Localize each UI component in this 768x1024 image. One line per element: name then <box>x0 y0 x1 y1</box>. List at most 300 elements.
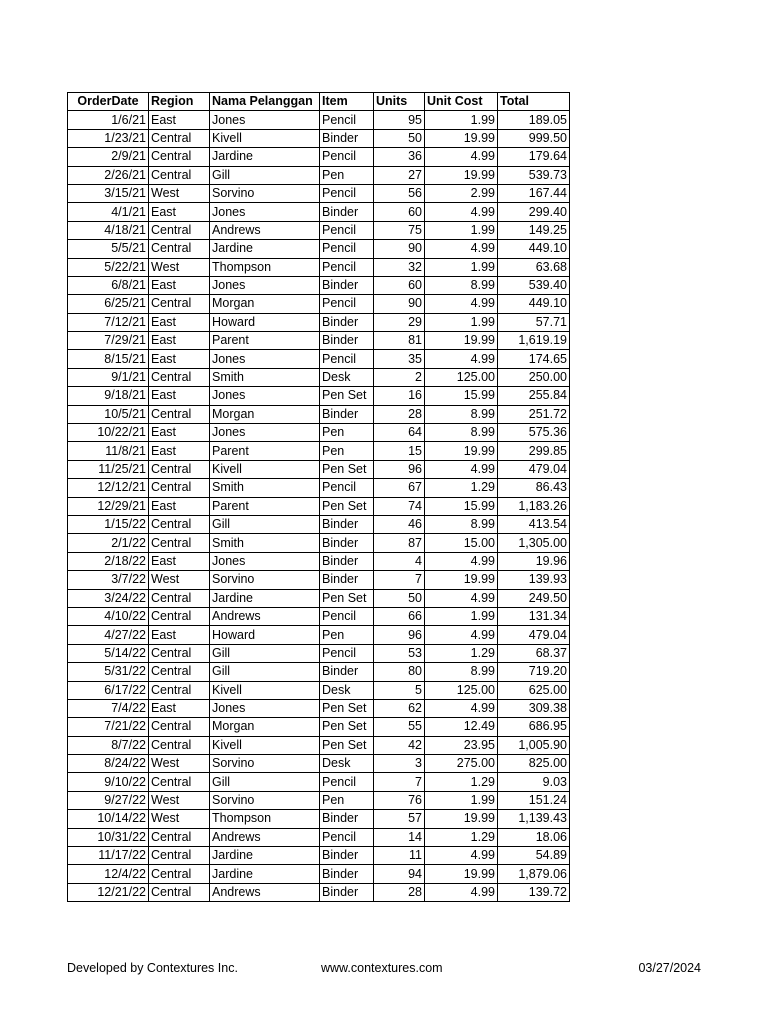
cell-nama-pelanggan[interactable]: Parent <box>210 442 320 460</box>
cell-unit-cost[interactable]: 15.00 <box>425 534 498 552</box>
cell-total[interactable]: 1,879.06 <box>498 865 570 883</box>
cell-unit-cost[interactable]: 23.95 <box>425 736 498 754</box>
cell-region[interactable]: Central <box>149 718 210 736</box>
cell-units[interactable]: 90 <box>374 240 425 258</box>
cell-item[interactable]: Pencil <box>320 258 374 276</box>
cell-orderdate[interactable]: 5/31/22 <box>68 663 149 681</box>
cell-nama-pelanggan[interactable]: Gill <box>210 644 320 662</box>
cell-total[interactable]: 131.34 <box>498 607 570 625</box>
cell-unit-cost[interactable]: 4.99 <box>425 148 498 166</box>
cell-item[interactable]: Binder <box>320 515 374 533</box>
cell-item[interactable]: Binder <box>320 276 374 294</box>
cell-orderdate[interactable]: 1/15/22 <box>68 515 149 533</box>
cell-nama-pelanggan[interactable]: Jardine <box>210 589 320 607</box>
cell-region[interactable]: East <box>149 313 210 331</box>
cell-units[interactable]: 14 <box>374 828 425 846</box>
cell-orderdate[interactable]: 2/18/22 <box>68 552 149 570</box>
cell-units[interactable]: 56 <box>374 184 425 202</box>
cell-item[interactable]: Pencil <box>320 479 374 497</box>
cell-units[interactable]: 60 <box>374 276 425 294</box>
cell-units[interactable]: 7 <box>374 571 425 589</box>
cell-total[interactable]: 719.20 <box>498 663 570 681</box>
cell-unit-cost[interactable]: 4.99 <box>425 203 498 221</box>
cell-total[interactable]: 167.44 <box>498 184 570 202</box>
cell-total[interactable]: 299.40 <box>498 203 570 221</box>
cell-region[interactable]: Central <box>149 295 210 313</box>
cell-unit-cost[interactable]: 1.29 <box>425 773 498 791</box>
cell-total[interactable]: 413.54 <box>498 515 570 533</box>
cell-units[interactable]: 80 <box>374 663 425 681</box>
header-nama-pelanggan[interactable]: Nama Pelanggan <box>210 93 320 111</box>
cell-region[interactable]: Central <box>149 129 210 147</box>
cell-nama-pelanggan[interactable]: Kivell <box>210 736 320 754</box>
cell-units[interactable]: 4 <box>374 552 425 570</box>
cell-orderdate[interactable]: 8/7/22 <box>68 736 149 754</box>
cell-total[interactable]: 686.95 <box>498 718 570 736</box>
cell-total[interactable]: 179.64 <box>498 148 570 166</box>
cell-total[interactable]: 1,619.19 <box>498 332 570 350</box>
cell-total[interactable]: 299.85 <box>498 442 570 460</box>
cell-units[interactable]: 28 <box>374 883 425 901</box>
cell-unit-cost[interactable]: 15.99 <box>425 497 498 515</box>
cell-unit-cost[interactable]: 1.99 <box>425 313 498 331</box>
cell-total[interactable]: 479.04 <box>498 626 570 644</box>
cell-total[interactable]: 18.06 <box>498 828 570 846</box>
cell-orderdate[interactable]: 7/4/22 <box>68 699 149 717</box>
cell-item[interactable]: Binder <box>320 663 374 681</box>
cell-nama-pelanggan[interactable]: Jones <box>210 203 320 221</box>
cell-total[interactable]: 189.05 <box>498 111 570 129</box>
cell-nama-pelanggan[interactable]: Andrews <box>210 828 320 846</box>
cell-units[interactable]: 90 <box>374 295 425 313</box>
cell-unit-cost[interactable]: 1.99 <box>425 607 498 625</box>
cell-nama-pelanggan[interactable]: Sorvino <box>210 791 320 809</box>
cell-total[interactable]: 63.68 <box>498 258 570 276</box>
cell-nama-pelanggan[interactable]: Jones <box>210 111 320 129</box>
cell-nama-pelanggan[interactable]: Thompson <box>210 258 320 276</box>
cell-units[interactable]: 64 <box>374 424 425 442</box>
cell-item[interactable]: Pencil <box>320 350 374 368</box>
cell-nama-pelanggan[interactable]: Sorvino <box>210 571 320 589</box>
cell-orderdate[interactable]: 12/12/21 <box>68 479 149 497</box>
cell-units[interactable]: 35 <box>374 350 425 368</box>
cell-unit-cost[interactable]: 4.99 <box>425 295 498 313</box>
cell-unit-cost[interactable]: 19.99 <box>425 571 498 589</box>
cell-orderdate[interactable]: 3/24/22 <box>68 589 149 607</box>
cell-total[interactable]: 139.72 <box>498 883 570 901</box>
cell-region[interactable]: Central <box>149 534 210 552</box>
cell-item[interactable]: Pencil <box>320 111 374 129</box>
cell-item[interactable]: Desk <box>320 368 374 386</box>
cell-region[interactable]: Central <box>149 589 210 607</box>
cell-region[interactable]: Central <box>149 240 210 258</box>
cell-item[interactable]: Binder <box>320 203 374 221</box>
cell-region[interactable]: East <box>149 497 210 515</box>
cell-unit-cost[interactable]: 8.99 <box>425 515 498 533</box>
cell-region[interactable]: East <box>149 387 210 405</box>
cell-region[interactable]: West <box>149 810 210 828</box>
cell-nama-pelanggan[interactable]: Andrews <box>210 607 320 625</box>
cell-units[interactable]: 75 <box>374 221 425 239</box>
cell-total[interactable]: 68.37 <box>498 644 570 662</box>
cell-units[interactable]: 66 <box>374 607 425 625</box>
cell-total[interactable]: 249.50 <box>498 589 570 607</box>
cell-unit-cost[interactable]: 275.00 <box>425 755 498 773</box>
cell-orderdate[interactable]: 11/17/22 <box>68 847 149 865</box>
cell-region[interactable]: Central <box>149 368 210 386</box>
cell-nama-pelanggan[interactable]: Smith <box>210 479 320 497</box>
cell-region[interactable]: Central <box>149 883 210 901</box>
cell-unit-cost[interactable]: 8.99 <box>425 424 498 442</box>
cell-orderdate[interactable]: 5/14/22 <box>68 644 149 662</box>
cell-unit-cost[interactable]: 1.29 <box>425 479 498 497</box>
cell-region[interactable]: Central <box>149 847 210 865</box>
cell-item[interactable]: Pencil <box>320 184 374 202</box>
cell-item[interactable]: Pencil <box>320 221 374 239</box>
cell-orderdate[interactable]: 6/17/22 <box>68 681 149 699</box>
cell-total[interactable]: 449.10 <box>498 295 570 313</box>
cell-region[interactable]: Central <box>149 607 210 625</box>
cell-orderdate[interactable]: 11/8/21 <box>68 442 149 460</box>
cell-unit-cost[interactable]: 2.99 <box>425 184 498 202</box>
cell-item[interactable]: Pen Set <box>320 460 374 478</box>
cell-nama-pelanggan[interactable]: Andrews <box>210 221 320 239</box>
cell-item[interactable]: Binder <box>320 405 374 423</box>
cell-units[interactable]: 96 <box>374 626 425 644</box>
cell-nama-pelanggan[interactable]: Jones <box>210 276 320 294</box>
cell-unit-cost[interactable]: 19.99 <box>425 442 498 460</box>
cell-item[interactable]: Pen Set <box>320 589 374 607</box>
cell-unit-cost[interactable]: 1.99 <box>425 221 498 239</box>
cell-region[interactable]: Central <box>149 405 210 423</box>
cell-total[interactable]: 575.36 <box>498 424 570 442</box>
cell-region[interactable]: Central <box>149 681 210 699</box>
cell-item[interactable]: Binder <box>320 847 374 865</box>
cell-nama-pelanggan[interactable]: Smith <box>210 368 320 386</box>
cell-nama-pelanggan[interactable]: Parent <box>210 497 320 515</box>
cell-region[interactable]: Central <box>149 865 210 883</box>
cell-item[interactable]: Binder <box>320 552 374 570</box>
cell-total[interactable]: 309.38 <box>498 699 570 717</box>
cell-total[interactable]: 19.96 <box>498 552 570 570</box>
cell-total[interactable]: 999.50 <box>498 129 570 147</box>
cell-unit-cost[interactable]: 4.99 <box>425 699 498 717</box>
cell-units[interactable]: 32 <box>374 258 425 276</box>
cell-unit-cost[interactable]: 1.29 <box>425 644 498 662</box>
cell-nama-pelanggan[interactable]: Jardine <box>210 148 320 166</box>
cell-orderdate[interactable]: 4/10/22 <box>68 607 149 625</box>
cell-nama-pelanggan[interactable]: Morgan <box>210 718 320 736</box>
cell-item[interactable]: Desk <box>320 681 374 699</box>
cell-nama-pelanggan[interactable]: Parent <box>210 332 320 350</box>
cell-units[interactable]: 57 <box>374 810 425 828</box>
cell-nama-pelanggan[interactable]: Howard <box>210 313 320 331</box>
cell-item[interactable]: Binder <box>320 865 374 883</box>
cell-orderdate[interactable]: 9/1/21 <box>68 368 149 386</box>
cell-units[interactable]: 7 <box>374 773 425 791</box>
cell-region[interactable]: Central <box>149 736 210 754</box>
cell-total[interactable]: 1,305.00 <box>498 534 570 552</box>
cell-region[interactable]: Central <box>149 221 210 239</box>
cell-item[interactable]: Pencil <box>320 240 374 258</box>
cell-units[interactable]: 53 <box>374 644 425 662</box>
cell-total[interactable]: 57.71 <box>498 313 570 331</box>
cell-total[interactable]: 479.04 <box>498 460 570 478</box>
cell-item[interactable]: Binder <box>320 810 374 828</box>
cell-total[interactable]: 539.40 <box>498 276 570 294</box>
header-units[interactable]: Units <box>374 93 425 111</box>
cell-orderdate[interactable]: 8/15/21 <box>68 350 149 368</box>
cell-unit-cost[interactable]: 4.99 <box>425 589 498 607</box>
cell-item[interactable]: Pen Set <box>320 699 374 717</box>
cell-total[interactable]: 251.72 <box>498 405 570 423</box>
cell-region[interactable]: Central <box>149 479 210 497</box>
cell-total[interactable]: 1,005.90 <box>498 736 570 754</box>
cell-units[interactable]: 46 <box>374 515 425 533</box>
cell-units[interactable]: 15 <box>374 442 425 460</box>
cell-units[interactable]: 76 <box>374 791 425 809</box>
cell-region[interactable]: East <box>149 442 210 460</box>
cell-region[interactable]: East <box>149 552 210 570</box>
cell-orderdate[interactable]: 6/8/21 <box>68 276 149 294</box>
cell-item[interactable]: Pen <box>320 166 374 184</box>
cell-unit-cost[interactable]: 8.99 <box>425 663 498 681</box>
cell-orderdate[interactable]: 7/12/21 <box>68 313 149 331</box>
cell-unit-cost[interactable]: 19.99 <box>425 166 498 184</box>
cell-units[interactable]: 27 <box>374 166 425 184</box>
cell-unit-cost[interactable]: 8.99 <box>425 276 498 294</box>
cell-orderdate[interactable]: 9/10/22 <box>68 773 149 791</box>
cell-units[interactable]: 50 <box>374 129 425 147</box>
cell-orderdate[interactable]: 4/18/21 <box>68 221 149 239</box>
cell-total[interactable]: 174.65 <box>498 350 570 368</box>
cell-item[interactable]: Binder <box>320 571 374 589</box>
cell-unit-cost[interactable]: 12.49 <box>425 718 498 736</box>
cell-units[interactable]: 2 <box>374 368 425 386</box>
cell-orderdate[interactable]: 1/23/21 <box>68 129 149 147</box>
cell-orderdate[interactable]: 1/6/21 <box>68 111 149 129</box>
cell-item[interactable]: Pencil <box>320 828 374 846</box>
cell-orderdate[interactable]: 12/4/22 <box>68 865 149 883</box>
cell-nama-pelanggan[interactable]: Jones <box>210 699 320 717</box>
cell-item[interactable]: Pen Set <box>320 497 374 515</box>
cell-nama-pelanggan[interactable]: Jones <box>210 424 320 442</box>
cell-region[interactable]: West <box>149 791 210 809</box>
cell-orderdate[interactable]: 3/7/22 <box>68 571 149 589</box>
cell-region[interactable]: Central <box>149 460 210 478</box>
cell-region[interactable]: Central <box>149 773 210 791</box>
cell-item[interactable]: Pen Set <box>320 718 374 736</box>
cell-units[interactable]: 42 <box>374 736 425 754</box>
cell-orderdate[interactable]: 10/22/21 <box>68 424 149 442</box>
cell-total[interactable]: 625.00 <box>498 681 570 699</box>
cell-item[interactable]: Pencil <box>320 607 374 625</box>
cell-region[interactable]: East <box>149 276 210 294</box>
cell-region[interactable]: Central <box>149 515 210 533</box>
cell-units[interactable]: 36 <box>374 148 425 166</box>
cell-unit-cost[interactable]: 4.99 <box>425 847 498 865</box>
cell-orderdate[interactable]: 2/9/21 <box>68 148 149 166</box>
cell-orderdate[interactable]: 12/29/21 <box>68 497 149 515</box>
cell-nama-pelanggan[interactable]: Jones <box>210 350 320 368</box>
cell-item[interactable]: Pencil <box>320 148 374 166</box>
cell-item[interactable]: Binder <box>320 883 374 901</box>
cell-units[interactable]: 5 <box>374 681 425 699</box>
cell-unit-cost[interactable]: 4.99 <box>425 350 498 368</box>
cell-total[interactable]: 9.03 <box>498 773 570 791</box>
cell-orderdate[interactable]: 5/5/21 <box>68 240 149 258</box>
cell-region[interactable]: Central <box>149 166 210 184</box>
cell-region[interactable]: West <box>149 184 210 202</box>
cell-unit-cost[interactable]: 1.99 <box>425 111 498 129</box>
header-total[interactable]: Total <box>498 93 570 111</box>
cell-region[interactable]: East <box>149 699 210 717</box>
cell-orderdate[interactable]: 8/24/22 <box>68 755 149 773</box>
cell-orderdate[interactable]: 2/1/22 <box>68 534 149 552</box>
cell-total[interactable]: 54.89 <box>498 847 570 865</box>
cell-total[interactable]: 539.73 <box>498 166 570 184</box>
cell-nama-pelanggan[interactable]: Gill <box>210 166 320 184</box>
cell-orderdate[interactable]: 7/21/22 <box>68 718 149 736</box>
cell-orderdate[interactable]: 10/5/21 <box>68 405 149 423</box>
cell-unit-cost[interactable]: 1.99 <box>425 791 498 809</box>
cell-total[interactable]: 825.00 <box>498 755 570 773</box>
cell-item[interactable]: Pen <box>320 442 374 460</box>
cell-region[interactable]: Central <box>149 828 210 846</box>
cell-units[interactable]: 62 <box>374 699 425 717</box>
cell-unit-cost[interactable]: 4.99 <box>425 240 498 258</box>
cell-units[interactable]: 50 <box>374 589 425 607</box>
cell-item[interactable]: Pencil <box>320 295 374 313</box>
cell-units[interactable]: 29 <box>374 313 425 331</box>
cell-unit-cost[interactable]: 19.99 <box>425 810 498 828</box>
cell-item[interactable]: Pencil <box>320 773 374 791</box>
cell-region[interactable]: West <box>149 755 210 773</box>
cell-unit-cost[interactable]: 4.99 <box>425 552 498 570</box>
cell-nama-pelanggan[interactable]: Smith <box>210 534 320 552</box>
cell-total[interactable]: 250.00 <box>498 368 570 386</box>
cell-orderdate[interactable]: 2/26/21 <box>68 166 149 184</box>
cell-nama-pelanggan[interactable]: Sorvino <box>210 755 320 773</box>
cell-total[interactable]: 86.43 <box>498 479 570 497</box>
cell-item[interactable]: Pencil <box>320 644 374 662</box>
cell-item[interactable]: Pen Set <box>320 736 374 754</box>
cell-nama-pelanggan[interactable]: Kivell <box>210 460 320 478</box>
cell-nama-pelanggan[interactable]: Howard <box>210 626 320 644</box>
cell-orderdate[interactable]: 12/21/22 <box>68 883 149 901</box>
cell-units[interactable]: 67 <box>374 479 425 497</box>
cell-unit-cost[interactable]: 8.99 <box>425 405 498 423</box>
cell-region[interactable]: East <box>149 350 210 368</box>
cell-item[interactable]: Pen <box>320 424 374 442</box>
cell-item[interactable]: Binder <box>320 332 374 350</box>
cell-orderdate[interactable]: 11/25/21 <box>68 460 149 478</box>
cell-total[interactable]: 1,183.26 <box>498 497 570 515</box>
cell-item[interactable]: Pen Set <box>320 387 374 405</box>
cell-units[interactable]: 28 <box>374 405 425 423</box>
cell-region[interactable]: Central <box>149 644 210 662</box>
cell-orderdate[interactable]: 3/15/21 <box>68 184 149 202</box>
cell-item[interactable]: Binder <box>320 129 374 147</box>
cell-nama-pelanggan[interactable]: Jones <box>210 552 320 570</box>
cell-orderdate[interactable]: 5/22/21 <box>68 258 149 276</box>
cell-orderdate[interactable]: 4/27/22 <box>68 626 149 644</box>
cell-nama-pelanggan[interactable]: Gill <box>210 773 320 791</box>
cell-unit-cost[interactable]: 1.29 <box>425 828 498 846</box>
cell-orderdate[interactable]: 10/31/22 <box>68 828 149 846</box>
cell-nama-pelanggan[interactable]: Morgan <box>210 405 320 423</box>
cell-units[interactable]: 74 <box>374 497 425 515</box>
cell-unit-cost[interactable]: 19.99 <box>425 129 498 147</box>
cell-region[interactable]: Central <box>149 663 210 681</box>
cell-region[interactable]: Central <box>149 148 210 166</box>
cell-total[interactable]: 255.84 <box>498 387 570 405</box>
cell-total[interactable]: 149.25 <box>498 221 570 239</box>
cell-nama-pelanggan[interactable]: Jardine <box>210 865 320 883</box>
cell-region[interactable]: West <box>149 571 210 589</box>
cell-nama-pelanggan[interactable]: Kivell <box>210 681 320 699</box>
cell-units[interactable]: 95 <box>374 111 425 129</box>
cell-nama-pelanggan[interactable]: Morgan <box>210 295 320 313</box>
cell-region[interactable]: East <box>149 424 210 442</box>
header-orderdate[interactable]: OrderDate <box>68 93 149 111</box>
cell-nama-pelanggan[interactable]: Jardine <box>210 240 320 258</box>
cell-unit-cost[interactable]: 4.99 <box>425 626 498 644</box>
cell-nama-pelanggan[interactable]: Kivell <box>210 129 320 147</box>
cell-units[interactable]: 55 <box>374 718 425 736</box>
cell-units[interactable]: 81 <box>374 332 425 350</box>
cell-region[interactable]: East <box>149 332 210 350</box>
cell-unit-cost[interactable]: 1.99 <box>425 258 498 276</box>
cell-orderdate[interactable]: 9/18/21 <box>68 387 149 405</box>
cell-unit-cost[interactable]: 125.00 <box>425 681 498 699</box>
cell-nama-pelanggan[interactable]: Sorvino <box>210 184 320 202</box>
cell-nama-pelanggan[interactable]: Andrews <box>210 883 320 901</box>
cell-units[interactable]: 3 <box>374 755 425 773</box>
cell-nama-pelanggan[interactable]: Gill <box>210 663 320 681</box>
cell-orderdate[interactable]: 10/14/22 <box>68 810 149 828</box>
cell-unit-cost[interactable]: 19.99 <box>425 332 498 350</box>
cell-region[interactable]: East <box>149 203 210 221</box>
cell-total[interactable]: 449.10 <box>498 240 570 258</box>
cell-units[interactable]: 11 <box>374 847 425 865</box>
cell-region[interactable]: East <box>149 626 210 644</box>
cell-units[interactable]: 94 <box>374 865 425 883</box>
cell-nama-pelanggan[interactable]: Thompson <box>210 810 320 828</box>
cell-orderdate[interactable]: 6/25/21 <box>68 295 149 313</box>
cell-nama-pelanggan[interactable]: Gill <box>210 515 320 533</box>
cell-orderdate[interactable]: 9/27/22 <box>68 791 149 809</box>
cell-region[interactable]: West <box>149 258 210 276</box>
cell-nama-pelanggan[interactable]: Jardine <box>210 847 320 865</box>
header-item[interactable]: Item <box>320 93 374 111</box>
cell-unit-cost[interactable]: 4.99 <box>425 460 498 478</box>
cell-units[interactable]: 87 <box>374 534 425 552</box>
cell-nama-pelanggan[interactable]: Jones <box>210 387 320 405</box>
cell-item[interactable]: Pen <box>320 626 374 644</box>
cell-unit-cost[interactable]: 125.00 <box>425 368 498 386</box>
cell-units[interactable]: 60 <box>374 203 425 221</box>
cell-total[interactable]: 1,139.43 <box>498 810 570 828</box>
cell-unit-cost[interactable]: 4.99 <box>425 883 498 901</box>
cell-total[interactable]: 151.24 <box>498 791 570 809</box>
cell-total[interactable]: 139.93 <box>498 571 570 589</box>
cell-item[interactable]: Binder <box>320 534 374 552</box>
cell-region[interactable]: East <box>149 111 210 129</box>
header-unit-cost[interactable]: Unit Cost <box>425 93 498 111</box>
cell-orderdate[interactable]: 4/1/21 <box>68 203 149 221</box>
cell-item[interactable]: Binder <box>320 313 374 331</box>
